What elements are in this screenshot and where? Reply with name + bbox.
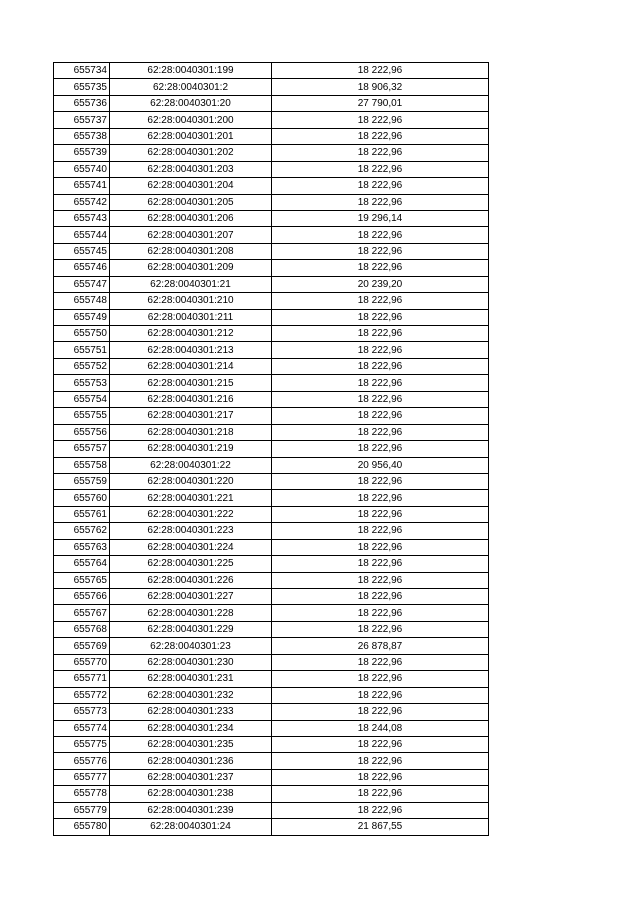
table-row xyxy=(54,589,489,605)
value-cell: 18 222,96 xyxy=(272,605,489,621)
cadastral-number-cell: 62:28:0040301:202 xyxy=(110,145,272,161)
value-cell: 18 222,96 xyxy=(272,506,489,522)
table-row xyxy=(54,819,489,835)
table-row xyxy=(54,539,489,555)
row-id-cell: 655774 xyxy=(54,720,110,736)
cadastral-number-cell: 62:28:0040301:199 xyxy=(110,63,272,79)
row-id-cell: 655741 xyxy=(54,178,110,194)
table-row xyxy=(54,424,489,440)
table-row xyxy=(54,375,489,391)
cadastral-number-cell: 62:28:0040301:216 xyxy=(110,391,272,407)
table-row xyxy=(54,786,489,802)
value-cell: 18 222,96 xyxy=(272,589,489,605)
table-row xyxy=(54,605,489,621)
row-id-cell: 655749 xyxy=(54,309,110,325)
value-cell: 18 222,96 xyxy=(272,704,489,720)
value-cell: 18 222,96 xyxy=(272,178,489,194)
table-row xyxy=(54,309,489,325)
table-body xyxy=(54,63,489,836)
row-id-cell: 655761 xyxy=(54,506,110,522)
row-id-cell: 655737 xyxy=(54,112,110,128)
table-row xyxy=(54,441,489,457)
cadastral-number-cell: 62:28:0040301:238 xyxy=(110,786,272,802)
table-row xyxy=(54,704,489,720)
table-row xyxy=(54,391,489,407)
cadastral-number-cell: 62:28:0040301:204 xyxy=(110,178,272,194)
cadastral-number-cell: 62:28:0040301:237 xyxy=(110,769,272,785)
table-row xyxy=(54,408,489,424)
value-cell: 18 222,96 xyxy=(272,408,489,424)
value-cell: 18 222,96 xyxy=(272,654,489,670)
table-row xyxy=(54,473,489,489)
cadastral-number-cell: 62:28:0040301:222 xyxy=(110,506,272,522)
table-row xyxy=(54,326,489,342)
value-cell: 18 222,96 xyxy=(272,687,489,703)
row-id-cell: 655734 xyxy=(54,63,110,79)
row-id-cell: 655754 xyxy=(54,391,110,407)
table-row xyxy=(54,210,489,226)
cadastral-number-cell: 62:28:0040301:227 xyxy=(110,589,272,605)
row-id-cell: 655744 xyxy=(54,227,110,243)
cadastral-number-cell: 62:28:0040301:217 xyxy=(110,408,272,424)
row-id-cell: 655750 xyxy=(54,326,110,342)
value-cell: 18 244,08 xyxy=(272,720,489,736)
cadastral-number-cell: 62:28:0040301:209 xyxy=(110,260,272,276)
table-row xyxy=(54,260,489,276)
value-cell: 21 867,55 xyxy=(272,819,489,835)
value-cell: 18 222,96 xyxy=(272,424,489,440)
row-id-cell: 655771 xyxy=(54,671,110,687)
cadastral-number-cell: 62:28:0040301:235 xyxy=(110,736,272,752)
row-id-cell: 655768 xyxy=(54,621,110,637)
value-cell: 19 296,14 xyxy=(272,210,489,226)
value-cell: 18 222,96 xyxy=(272,128,489,144)
cadastral-number-cell: 62:28:0040301:226 xyxy=(110,572,272,588)
table-row xyxy=(54,243,489,259)
value-cell: 18 222,96 xyxy=(272,621,489,637)
value-cell: 18 222,96 xyxy=(272,523,489,539)
table-row xyxy=(54,638,489,654)
value-cell: 18 222,96 xyxy=(272,391,489,407)
row-id-cell: 655756 xyxy=(54,424,110,440)
cadastral-number-cell: 62:28:0040301:2 xyxy=(110,79,272,95)
cadastral-number-cell: 62:28:0040301:208 xyxy=(110,243,272,259)
row-id-cell: 655760 xyxy=(54,490,110,506)
table-row xyxy=(54,161,489,177)
cadastral-number-cell: 62:28:0040301:233 xyxy=(110,704,272,720)
row-id-cell: 655776 xyxy=(54,753,110,769)
value-cell: 18 222,96 xyxy=(272,490,489,506)
row-id-cell: 655759 xyxy=(54,473,110,489)
value-cell: 18 222,96 xyxy=(272,112,489,128)
cadastral-number-cell: 62:28:0040301:228 xyxy=(110,605,272,621)
row-id-cell: 655777 xyxy=(54,769,110,785)
table-row xyxy=(54,621,489,637)
table-row xyxy=(54,720,489,736)
row-id-cell: 655779 xyxy=(54,802,110,818)
table-row xyxy=(54,112,489,128)
cadastral-number-cell: 62:28:0040301:201 xyxy=(110,128,272,144)
table-row xyxy=(54,753,489,769)
value-cell: 27 790,01 xyxy=(272,95,489,111)
value-cell: 18 222,96 xyxy=(272,293,489,309)
cadastral-number-cell: 62:28:0040301:225 xyxy=(110,556,272,572)
cadastral-number-cell: 62:28:0040301:221 xyxy=(110,490,272,506)
cadastral-number-cell: 62:28:0040301:218 xyxy=(110,424,272,440)
cadastral-number-cell: 62:28:0040301:205 xyxy=(110,194,272,210)
table-row xyxy=(54,178,489,194)
row-id-cell: 655757 xyxy=(54,441,110,457)
row-id-cell: 655766 xyxy=(54,589,110,605)
table-row xyxy=(54,490,489,506)
cadastral-number-cell: 62:28:0040301:220 xyxy=(110,473,272,489)
value-cell: 18 906,32 xyxy=(272,79,489,95)
value-cell: 20 239,20 xyxy=(272,276,489,292)
table-row xyxy=(54,63,489,79)
value-cell: 18 222,96 xyxy=(272,786,489,802)
row-id-cell: 655773 xyxy=(54,704,110,720)
row-id-cell: 655763 xyxy=(54,539,110,555)
row-id-cell: 655780 xyxy=(54,819,110,835)
value-cell: 20 956,40 xyxy=(272,457,489,473)
cadastral-number-cell: 62:28:0040301:212 xyxy=(110,326,272,342)
table-row xyxy=(54,194,489,210)
row-id-cell: 655746 xyxy=(54,260,110,276)
value-cell: 18 222,96 xyxy=(272,441,489,457)
cadastral-number-cell: 62:28:0040301:231 xyxy=(110,671,272,687)
row-id-cell: 655739 xyxy=(54,145,110,161)
cadastral-number-cell: 62:28:0040301:230 xyxy=(110,654,272,670)
value-cell: 18 222,96 xyxy=(272,227,489,243)
cadastral-number-cell: 62:28:0040301:20 xyxy=(110,95,272,111)
value-cell: 18 222,96 xyxy=(272,473,489,489)
row-id-cell: 655758 xyxy=(54,457,110,473)
cadastral-number-cell: 62:28:0040301:23 xyxy=(110,638,272,654)
table-row xyxy=(54,572,489,588)
row-id-cell: 655764 xyxy=(54,556,110,572)
value-cell: 18 222,96 xyxy=(272,375,489,391)
table-row xyxy=(54,736,489,752)
data-table xyxy=(53,62,489,836)
row-id-cell: 655751 xyxy=(54,342,110,358)
value-cell: 26 878,87 xyxy=(272,638,489,654)
cadastral-number-cell: 62:28:0040301:234 xyxy=(110,720,272,736)
value-cell: 18 222,96 xyxy=(272,260,489,276)
row-id-cell: 655742 xyxy=(54,194,110,210)
table-row xyxy=(54,506,489,522)
table-row xyxy=(54,671,489,687)
cadastral-number-cell: 62:28:0040301:21 xyxy=(110,276,272,292)
cadastral-number-cell: 62:28:0040301:213 xyxy=(110,342,272,358)
row-id-cell: 655747 xyxy=(54,276,110,292)
row-id-cell: 655772 xyxy=(54,687,110,703)
row-id-cell: 655762 xyxy=(54,523,110,539)
table-row xyxy=(54,79,489,95)
value-cell: 18 222,96 xyxy=(272,753,489,769)
cadastral-number-cell: 62:28:0040301:239 xyxy=(110,802,272,818)
table-row xyxy=(54,342,489,358)
cadastral-number-cell: 62:28:0040301:236 xyxy=(110,753,272,769)
value-cell: 18 222,96 xyxy=(272,802,489,818)
table-row xyxy=(54,227,489,243)
row-id-cell: 655769 xyxy=(54,638,110,654)
cadastral-number-cell: 62:28:0040301:200 xyxy=(110,112,272,128)
table-row xyxy=(54,654,489,670)
cadastral-number-cell: 62:28:0040301:229 xyxy=(110,621,272,637)
row-id-cell: 655752 xyxy=(54,358,110,374)
row-id-cell: 655770 xyxy=(54,654,110,670)
cadastral-number-cell: 62:28:0040301:207 xyxy=(110,227,272,243)
table-row xyxy=(54,293,489,309)
value-cell: 18 222,96 xyxy=(272,556,489,572)
table-row xyxy=(54,276,489,292)
cadastral-number-cell: 62:28:0040301:22 xyxy=(110,457,272,473)
cadastral-number-cell: 62:28:0040301:210 xyxy=(110,293,272,309)
value-cell: 18 222,96 xyxy=(272,572,489,588)
cadastral-number-cell: 62:28:0040301:223 xyxy=(110,523,272,539)
table-row xyxy=(54,128,489,144)
value-cell: 18 222,96 xyxy=(272,769,489,785)
value-cell: 18 222,96 xyxy=(272,342,489,358)
value-cell: 18 222,96 xyxy=(272,243,489,259)
row-id-cell: 655765 xyxy=(54,572,110,588)
row-id-cell: 655735 xyxy=(54,79,110,95)
cadastral-number-cell: 62:28:0040301:224 xyxy=(110,539,272,555)
table-row xyxy=(54,687,489,703)
value-cell: 18 222,96 xyxy=(272,539,489,555)
row-id-cell: 655755 xyxy=(54,408,110,424)
cadastral-number-cell: 62:28:0040301:232 xyxy=(110,687,272,703)
row-id-cell: 655743 xyxy=(54,210,110,226)
table-row xyxy=(54,95,489,111)
row-id-cell: 655753 xyxy=(54,375,110,391)
cadastral-number-cell: 62:28:0040301:219 xyxy=(110,441,272,457)
row-id-cell: 655738 xyxy=(54,128,110,144)
row-id-cell: 655775 xyxy=(54,736,110,752)
cadastral-number-cell: 62:28:0040301:211 xyxy=(110,309,272,325)
value-cell: 18 222,96 xyxy=(272,326,489,342)
cadastral-number-cell: 62:28:0040301:214 xyxy=(110,358,272,374)
row-id-cell: 655745 xyxy=(54,243,110,259)
value-cell: 18 222,96 xyxy=(272,309,489,325)
value-cell: 18 222,96 xyxy=(272,358,489,374)
table-row xyxy=(54,802,489,818)
cadastral-number-cell: 62:28:0040301:203 xyxy=(110,161,272,177)
table-row xyxy=(54,358,489,374)
row-id-cell: 655740 xyxy=(54,161,110,177)
value-cell: 18 222,96 xyxy=(272,194,489,210)
table-row xyxy=(54,457,489,473)
value-cell: 18 222,96 xyxy=(272,145,489,161)
table-row xyxy=(54,556,489,572)
table-row xyxy=(54,145,489,161)
table-row xyxy=(54,523,489,539)
row-id-cell: 655767 xyxy=(54,605,110,621)
row-id-cell: 655736 xyxy=(54,95,110,111)
value-cell: 18 222,96 xyxy=(272,63,489,79)
row-id-cell: 655778 xyxy=(54,786,110,802)
cadastral-number-cell: 62:28:0040301:206 xyxy=(110,210,272,226)
row-id-cell: 655748 xyxy=(54,293,110,309)
value-cell: 18 222,96 xyxy=(272,736,489,752)
cadastral-number-cell: 62:28:0040301:24 xyxy=(110,819,272,835)
value-cell: 18 222,96 xyxy=(272,161,489,177)
table-row xyxy=(54,769,489,785)
cadastral-number-cell: 62:28:0040301:215 xyxy=(110,375,272,391)
value-cell: 18 222,96 xyxy=(272,671,489,687)
